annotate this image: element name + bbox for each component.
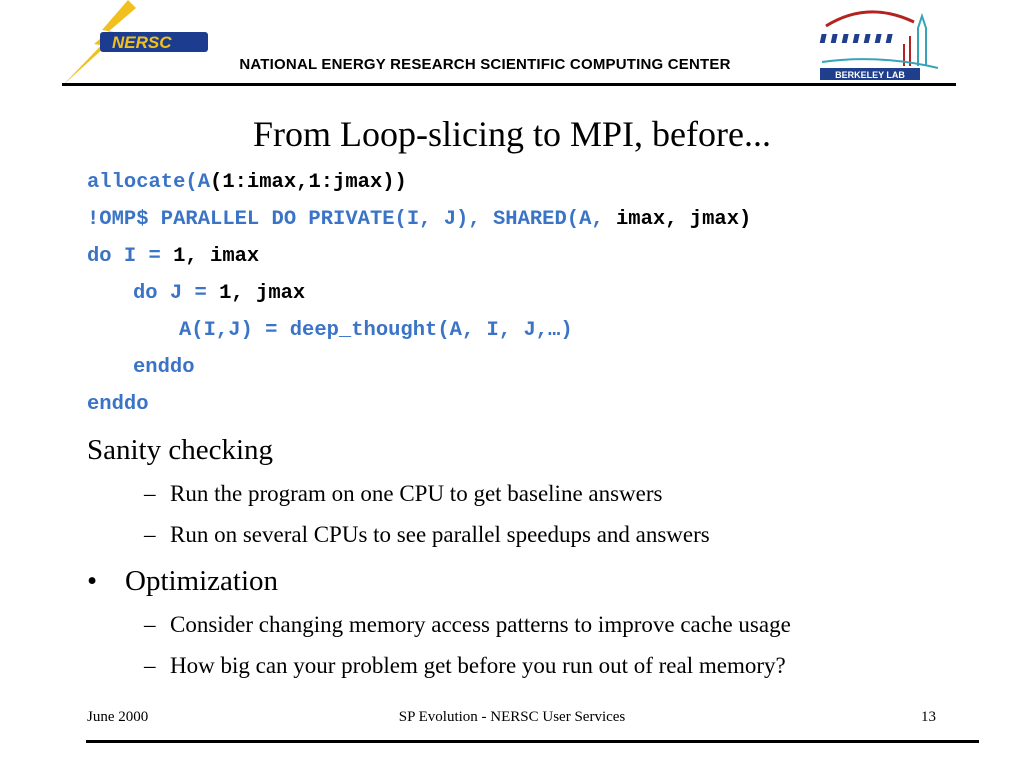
code-line-2 [87, 207, 751, 233]
code-keyword: enddo [133, 356, 195, 379]
footer-page-number: 13 [921, 709, 936, 725]
bullet-marker: • [87, 565, 98, 597]
footer-date: June 2000 [87, 709, 149, 725]
code-argument: (1:imax,1:jmax)) [210, 171, 407, 194]
code-keyword: !OMP$ PARALLEL DO PRIVATE(I, J), SHARED(A, [87, 208, 616, 231]
bullet-optimization: Optimization [125, 565, 279, 597]
dash-marker: – [144, 481, 156, 506]
code-argument: 1, imax [173, 245, 260, 268]
nersc-logo [28, 0, 218, 90]
bullet-sanity-checking: Sanity checking [87, 434, 274, 466]
code-argument: 1, jmax [219, 282, 306, 305]
header-divider [62, 83, 956, 86]
sub-bullet-baseline: Run the program on one CPU to get baseline answers [170, 481, 663, 506]
code-line-7 [87, 392, 149, 418]
code-keyword: enddo [87, 393, 149, 416]
code-argument: imax, jmax) [616, 208, 752, 231]
dash-marker: – [144, 522, 156, 547]
sub-bullet-cache: Consider changing memory access patterns to improve cache usage [170, 612, 791, 637]
code-line-6 [133, 355, 195, 381]
code-line-3 [87, 244, 259, 270]
code-keyword: A(I,J) = deep_thought(A, I, J,…) [179, 319, 573, 342]
code-keyword: allocate(A [87, 171, 211, 194]
berkeley-arc-icon [826, 12, 914, 26]
nersc-logo-text: NERSC [112, 33, 172, 52]
berkeley-lab-text: BERKELEY LAB [835, 70, 905, 80]
dash-marker: – [144, 612, 156, 637]
sub-bullet-speedups: Run on several CPUs to see parallel speedups and answers [170, 522, 710, 547]
footer-divider [86, 740, 979, 743]
code-line-1 [87, 170, 407, 196]
code-keyword: do J = [133, 282, 220, 305]
code-keyword: do I = [87, 245, 174, 268]
header-title: NATIONAL ENERGY RESEARCH SCIENTIFIC COMPUTING CENTER [239, 56, 731, 73]
dash-marker: – [144, 653, 156, 678]
code-line-5 [179, 318, 573, 344]
code-line-4 [133, 281, 305, 307]
sub-bullet-memory: How big can your problem get before you run out of real memory? [170, 653, 786, 678]
slide-title: From Loop-slicing to MPI, before... [253, 114, 771, 154]
footer-center: SP Evolution - NERSC User Services [398, 709, 626, 725]
